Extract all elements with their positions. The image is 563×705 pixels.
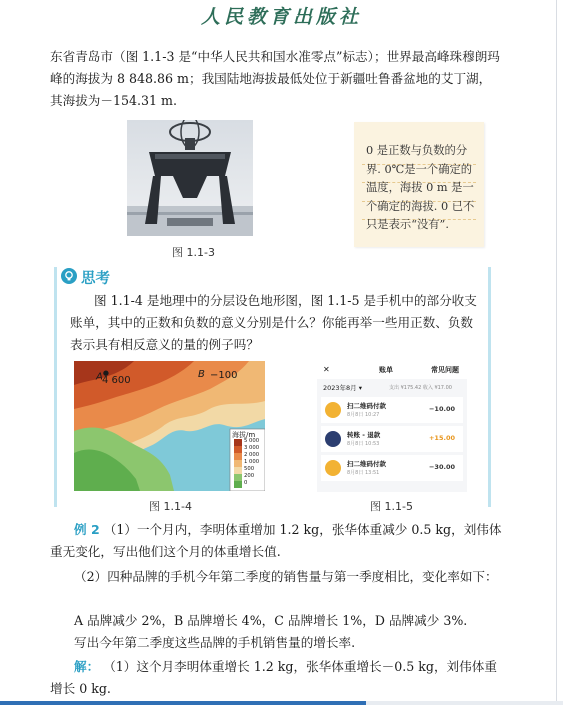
legend-value: 5 000 [244, 438, 260, 444]
reading-progress-fill [0, 701, 366, 705]
point-b-label: B [198, 369, 205, 380]
bill-item [321, 455, 463, 481]
solution-label: 解： [74, 659, 100, 674]
think-box-left-bar [54, 267, 57, 507]
lightbulb-icon [61, 268, 77, 284]
month-label: 2023年8月 [323, 384, 357, 392]
example-question-2-data: A 品牌减少 2%，B 品牌增长 4%，C 品牌增长 1%，D 品牌减少 3%. [74, 613, 468, 628]
bill-item-time: 8月8日 10:27 [347, 412, 380, 418]
bill-title: 账单 [379, 366, 393, 374]
example-solution [50, 656, 502, 700]
side-note [354, 122, 484, 247]
faq-link: 常见问题 [431, 366, 459, 374]
month-totals: 支出 ¥175.42 收入 ¥17.00 [389, 385, 452, 391]
think-box-right-bar [488, 267, 491, 507]
figure-1-1-5-caption: 图 1.1-5 [370, 500, 413, 513]
example-label: 例 2 [74, 522, 100, 537]
legend-value: 2 000 [244, 452, 260, 458]
legend-value: 200 [244, 473, 255, 479]
example-q1-text: （1）一个月内，李明体重增加 1.2 kg，张华体重减少 0.5 kg，刘伟体重无变化，写出他们这个月的体重增长值. [50, 522, 502, 559]
solution-text: （1）这个月李明体重增长 1.2 kg，张华体重增长－0.5 kg，刘伟体重增长 0 kg. [50, 659, 497, 696]
example-question-1 [50, 519, 502, 563]
topographic-map [74, 361, 265, 491]
bill-item-amount: −30.00 [428, 463, 455, 471]
transfer-icon [325, 431, 341, 447]
intro-paragraph: 东省青岛市（图 1.1-3 是“中华人民共和国水准零点”标志）；世界最高峰珠穆朗玛峰的海拔为 8 848.86 m；我国陆地海拔最低处位于新疆吐鲁番盆地的艾丁湖，其海拔为－154.31 m. [50, 49, 500, 108]
point-a-label: A● [96, 369, 109, 383]
bill-item [321, 397, 463, 423]
think-body: 图 1.1-4 是地理中的分层设色地形图，图 1.1-5 是手机中的部分收支账单，其中的正数和负数的意义分别是什么？你能再举一些用正数、负数表示具有相反意义的量的例子吗？ [70, 293, 477, 352]
figure-1-1-3-caption: 图 1.1-3 [172, 246, 215, 259]
benchmark-monument-image [127, 120, 253, 236]
reading-progress-track [0, 701, 563, 705]
bill-item-time: 8月8日 10:53 [347, 441, 380, 447]
bill-item [321, 426, 463, 452]
bill-header [317, 361, 467, 379]
point-a-elevation: 4 600 [102, 375, 131, 386]
example-question-2-task: 写出今年第二季度这些品牌的手机销售量的增长率. [74, 635, 356, 650]
month-selector [323, 383, 362, 392]
bill-item-amount: +15.00 [428, 434, 455, 442]
figure-1-1-4-caption: 图 1.1-4 [149, 500, 192, 513]
pay-icon [325, 460, 341, 476]
close-icon: ✕ [323, 365, 330, 374]
legend-value: 500 [244, 466, 255, 472]
chevron-down-icon: ▾ [358, 384, 363, 392]
map-legend-title: 海拔/m [232, 431, 256, 439]
legend-value: 0 [244, 480, 248, 486]
pay-icon [325, 402, 341, 418]
bill-item-title: 扫二维码付款 [347, 460, 386, 468]
bill-item-title: 转账 - 退款 [347, 431, 381, 439]
bill-screenshot [317, 361, 467, 492]
bill-item-title: 扫二维码付款 [347, 402, 386, 410]
bill-item-time: 8月8日 13:51 [347, 470, 380, 476]
legend-value: 3 000 [244, 445, 260, 451]
point-b-elevation: −100 [210, 370, 238, 381]
benchmark-photo [127, 120, 253, 236]
map-legend-values [244, 438, 259, 487]
example-question-2: （2）四种品牌的手机今年第二季度的销售量与第一季度相比，变化率如下： [74, 569, 498, 584]
legend-value: 1 000 [244, 459, 260, 465]
publisher-logo: 人民教育出版社 [200, 6, 362, 28]
think-title: 思考 [81, 271, 110, 287]
bill-item-amount: −10.00 [428, 405, 455, 413]
page-edge-rule [556, 0, 557, 705]
side-note-text: 0 是正数与负数的分界. 0℃是一个确定的温度，海拔 0 m 是一个确定的海拔. 0 已不只是表示“没有”. [366, 144, 475, 231]
